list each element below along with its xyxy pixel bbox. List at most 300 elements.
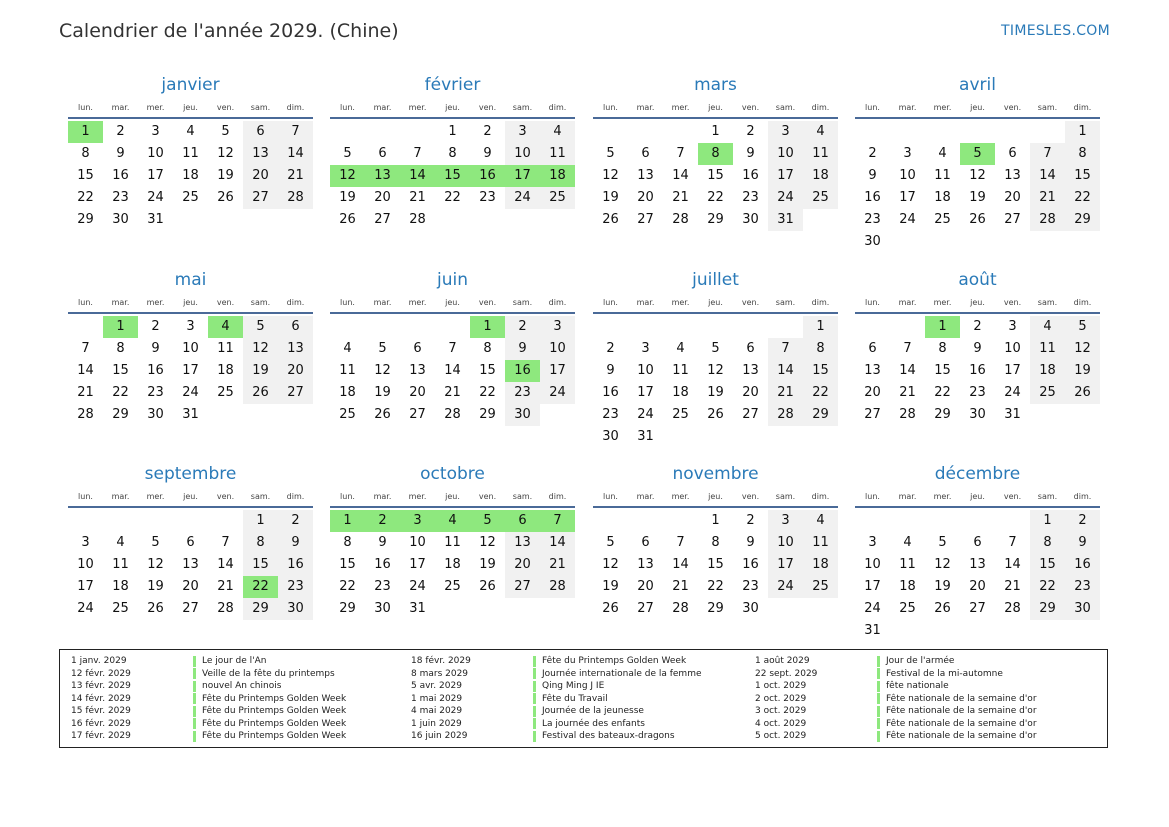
day-cell[interactable]: 25 xyxy=(112,601,129,616)
day-cell[interactable]: 11 xyxy=(444,535,461,550)
day-cell[interactable]: 7 xyxy=(221,535,230,550)
day-cell[interactable]: 4 xyxy=(1030,316,1065,338)
day-cell[interactable]: 6 xyxy=(378,146,387,161)
day-cell-holiday[interactable]: 13 xyxy=(365,165,400,187)
day-cell[interactable]: 12 xyxy=(243,338,278,360)
day-cell[interactable]: 8 xyxy=(1065,143,1100,165)
day-cell[interactable]: 14 xyxy=(672,168,689,183)
day-cell[interactable]: 5 xyxy=(151,535,160,550)
day-cell[interactable]: 21 xyxy=(540,554,575,576)
day-cell-holiday[interactable]: 17 xyxy=(505,165,540,187)
day-cell[interactable]: 19 xyxy=(374,385,391,400)
day-cell[interactable]: 1 xyxy=(711,513,720,528)
day-cell[interactable]: 14 xyxy=(899,363,916,378)
day-cell[interactable]: 17 xyxy=(77,579,94,594)
day-cell[interactable]: 15 xyxy=(1065,165,1100,187)
day-cell[interactable]: 2 xyxy=(973,319,982,334)
day-cell[interactable]: 17 xyxy=(182,363,199,378)
day-cell-holiday[interactable]: 12 xyxy=(330,165,365,187)
day-cell[interactable]: 17 xyxy=(768,165,803,187)
day-cell[interactable]: 18 xyxy=(444,557,461,572)
day-cell[interactable]: 12 xyxy=(602,168,619,183)
day-cell[interactable]: 11 xyxy=(112,557,129,572)
day-cell[interactable]: 10 xyxy=(1004,341,1021,356)
day-cell[interactable]: 4 xyxy=(803,121,838,143)
day-cell[interactable]: 19 xyxy=(602,190,619,205)
day-cell[interactable]: 11 xyxy=(803,143,838,165)
day-cell[interactable]: 3 xyxy=(186,319,195,334)
day-cell[interactable]: 14 xyxy=(1004,557,1021,572)
brand-logo[interactable]: TIMESLES.COM xyxy=(1001,23,1110,39)
day-cell[interactable]: 21 xyxy=(672,190,689,205)
day-cell[interactable]: 29 xyxy=(243,598,278,620)
day-cell[interactable]: 16 xyxy=(374,557,391,572)
day-cell-holiday[interactable]: 4 xyxy=(435,510,470,532)
day-cell[interactable]: 31 xyxy=(864,623,881,638)
day-cell[interactable]: 15 xyxy=(707,168,724,183)
day-cell[interactable]: 28 xyxy=(540,576,575,598)
day-cell[interactable]: 29 xyxy=(1030,598,1065,620)
day-cell[interactable]: 3 xyxy=(768,510,803,532)
day-cell[interactable]: 10 xyxy=(540,338,575,360)
day-cell[interactable]: 9 xyxy=(483,146,492,161)
day-cell[interactable]: 23 xyxy=(147,385,164,400)
day-cell[interactable]: 17 xyxy=(1004,363,1021,378)
day-cell[interactable]: 17 xyxy=(899,190,916,205)
day-cell[interactable]: 25 xyxy=(444,579,461,594)
day-cell[interactable]: 10 xyxy=(182,341,199,356)
day-cell[interactable]: 22 xyxy=(77,190,94,205)
day-cell[interactable]: 13 xyxy=(182,557,199,572)
day-cell[interactable]: 9 xyxy=(973,341,982,356)
day-cell[interactable]: 22 xyxy=(934,385,951,400)
day-cell[interactable]: 8 xyxy=(803,338,838,360)
day-cell[interactable]: 14 xyxy=(77,363,94,378)
day-cell[interactable]: 5 xyxy=(606,535,615,550)
day-cell[interactable]: 27 xyxy=(182,601,199,616)
day-cell[interactable]: 1 xyxy=(711,124,720,139)
day-cell[interactable]: 25 xyxy=(1030,382,1065,404)
day-cell[interactable]: 14 xyxy=(278,143,313,165)
day-cell[interactable]: 31 xyxy=(182,407,199,422)
day-cell[interactable]: 28 xyxy=(278,187,313,209)
day-cell[interactable]: 19 xyxy=(1065,360,1100,382)
day-cell[interactable]: 11 xyxy=(899,557,916,572)
day-cell[interactable]: 3 xyxy=(1008,319,1017,334)
day-cell[interactable]: 23 xyxy=(602,407,619,422)
day-cell[interactable]: 9 xyxy=(746,535,755,550)
day-cell[interactable]: 3 xyxy=(151,124,160,139)
day-cell[interactable]: 3 xyxy=(903,146,912,161)
day-cell[interactable]: 22 xyxy=(707,190,724,205)
day-cell[interactable]: 7 xyxy=(448,341,457,356)
day-cell[interactable]: 23 xyxy=(479,190,496,205)
day-cell[interactable]: 27 xyxy=(969,601,986,616)
day-cell[interactable]: 9 xyxy=(868,168,877,183)
day-cell[interactable]: 23 xyxy=(864,212,881,227)
day-cell[interactable]: 24 xyxy=(1004,385,1021,400)
day-cell[interactable]: 6 xyxy=(186,535,195,550)
day-cell[interactable]: 19 xyxy=(479,557,496,572)
day-cell[interactable]: 30 xyxy=(602,429,619,444)
day-cell[interactable]: 1 xyxy=(1065,121,1100,143)
day-cell[interactable]: 28 xyxy=(1004,601,1021,616)
day-cell[interactable]: 29 xyxy=(112,407,129,422)
day-cell-holiday[interactable]: 16 xyxy=(505,360,540,382)
day-cell[interactable]: 19 xyxy=(934,579,951,594)
day-cell[interactable]: 30 xyxy=(742,212,759,227)
day-cell[interactable]: 18 xyxy=(672,385,689,400)
day-cell-holiday[interactable]: 16 xyxy=(470,165,505,187)
day-cell-holiday[interactable]: 1 xyxy=(103,316,138,338)
day-cell[interactable]: 30 xyxy=(1065,598,1100,620)
day-cell[interactable]: 24 xyxy=(768,187,803,209)
day-cell[interactable]: 19 xyxy=(339,190,356,205)
day-cell[interactable]: 5 xyxy=(221,124,230,139)
day-cell[interactable]: 9 xyxy=(116,146,125,161)
day-cell-holiday[interactable]: 15 xyxy=(435,165,470,187)
day-cell[interactable]: 17 xyxy=(768,554,803,576)
day-cell[interactable]: 25 xyxy=(803,187,838,209)
day-cell[interactable]: 15 xyxy=(243,554,278,576)
day-cell[interactable]: 24 xyxy=(768,576,803,598)
day-cell[interactable]: 8 xyxy=(483,341,492,356)
day-cell[interactable]: 7 xyxy=(768,338,803,360)
day-cell[interactable]: 22 xyxy=(1030,576,1065,598)
day-cell[interactable]: 9 xyxy=(505,338,540,360)
day-cell[interactable]: 13 xyxy=(1004,168,1021,183)
day-cell[interactable]: 9 xyxy=(1065,532,1100,554)
day-cell[interactable]: 16 xyxy=(278,554,313,576)
day-cell[interactable]: 6 xyxy=(746,341,755,356)
day-cell[interactable]: 17 xyxy=(864,579,881,594)
day-cell[interactable]: 13 xyxy=(969,557,986,572)
day-cell[interactable]: 6 xyxy=(641,535,650,550)
day-cell[interactable]: 15 xyxy=(339,557,356,572)
day-cell[interactable]: 4 xyxy=(676,341,685,356)
day-cell[interactable]: 16 xyxy=(602,385,619,400)
day-cell[interactable]: 27 xyxy=(278,382,313,404)
day-cell[interactable]: 28 xyxy=(217,601,234,616)
day-cell[interactable]: 21 xyxy=(1030,187,1065,209)
day-cell-holiday[interactable]: 2 xyxy=(365,510,400,532)
day-cell[interactable]: 23 xyxy=(505,382,540,404)
day-cell-holiday[interactable]: 3 xyxy=(400,510,435,532)
day-cell[interactable]: 11 xyxy=(803,532,838,554)
day-cell[interactable]: 19 xyxy=(243,360,278,382)
day-cell[interactable]: 29 xyxy=(707,212,724,227)
day-cell[interactable]: 26 xyxy=(602,212,619,227)
day-cell[interactable]: 16 xyxy=(1065,554,1100,576)
day-cell[interactable]: 10 xyxy=(899,168,916,183)
day-cell[interactable]: 12 xyxy=(147,557,164,572)
day-cell[interactable]: 20 xyxy=(243,165,278,187)
day-cell[interactable]: 31 xyxy=(147,212,164,227)
day-cell[interactable]: 28 xyxy=(444,407,461,422)
day-cell[interactable]: 22 xyxy=(1065,187,1100,209)
day-cell[interactable]: 26 xyxy=(243,382,278,404)
day-cell[interactable]: 13 xyxy=(278,338,313,360)
day-cell[interactable]: 30 xyxy=(112,212,129,227)
day-cell[interactable]: 12 xyxy=(969,168,986,183)
day-cell[interactable]: 21 xyxy=(278,165,313,187)
day-cell[interactable]: 30 xyxy=(505,404,540,426)
day-cell[interactable]: 25 xyxy=(217,385,234,400)
day-cell[interactable]: 11 xyxy=(182,146,199,161)
day-cell[interactable]: 30 xyxy=(374,601,391,616)
day-cell[interactable]: 20 xyxy=(278,360,313,382)
day-cell[interactable]: 24 xyxy=(864,601,881,616)
day-cell[interactable]: 6 xyxy=(278,316,313,338)
day-cell[interactable]: 5 xyxy=(938,535,947,550)
day-cell[interactable]: 27 xyxy=(374,212,391,227)
day-cell[interactable]: 6 xyxy=(973,535,982,550)
day-cell[interactable]: 5 xyxy=(343,146,352,161)
day-cell[interactable]: 3 xyxy=(540,316,575,338)
day-cell[interactable]: 11 xyxy=(672,363,689,378)
day-cell[interactable]: 13 xyxy=(637,557,654,572)
day-cell[interactable]: 27 xyxy=(864,407,881,422)
day-cell[interactable]: 17 xyxy=(147,168,164,183)
day-cell[interactable]: 8 xyxy=(81,146,90,161)
day-cell[interactable]: 18 xyxy=(1030,360,1065,382)
day-cell[interactable]: 25 xyxy=(182,190,199,205)
day-cell[interactable]: 2 xyxy=(1065,510,1100,532)
day-cell-holiday[interactable]: 7 xyxy=(540,510,575,532)
day-cell[interactable]: 2 xyxy=(116,124,125,139)
day-cell[interactable]: 29 xyxy=(1065,209,1100,231)
day-cell[interactable]: 10 xyxy=(147,146,164,161)
day-cell[interactable]: 29 xyxy=(339,601,356,616)
day-cell[interactable]: 14 xyxy=(1030,165,1065,187)
day-cell[interactable]: 7 xyxy=(413,146,422,161)
day-cell[interactable]: 4 xyxy=(803,510,838,532)
day-cell[interactable]: 23 xyxy=(742,190,759,205)
day-cell-holiday[interactable]: 18 xyxy=(540,165,575,187)
day-cell[interactable]: 5 xyxy=(243,316,278,338)
day-cell-holiday[interactable]: 5 xyxy=(470,510,505,532)
day-cell[interactable]: 14 xyxy=(444,363,461,378)
day-cell-holiday[interactable]: 14 xyxy=(400,165,435,187)
day-cell[interactable]: 3 xyxy=(868,535,877,550)
day-cell[interactable]: 6 xyxy=(413,341,422,356)
day-cell[interactable]: 27 xyxy=(1004,212,1021,227)
day-cell[interactable]: 9 xyxy=(746,146,755,161)
day-cell[interactable]: 27 xyxy=(505,576,540,598)
day-cell[interactable]: 22 xyxy=(339,579,356,594)
day-cell[interactable]: 21 xyxy=(672,579,689,594)
day-cell[interactable]: 23 xyxy=(1065,576,1100,598)
day-cell[interactable]: 10 xyxy=(864,557,881,572)
day-cell[interactable]: 4 xyxy=(343,341,352,356)
day-cell[interactable]: 27 xyxy=(742,407,759,422)
day-cell[interactable]: 21 xyxy=(409,190,426,205)
day-cell[interactable]: 13 xyxy=(505,532,540,554)
day-cell[interactable]: 12 xyxy=(934,557,951,572)
day-cell[interactable]: 30 xyxy=(742,601,759,616)
day-cell[interactable]: 26 xyxy=(374,407,391,422)
day-cell[interactable]: 21 xyxy=(899,385,916,400)
day-cell[interactable]: 11 xyxy=(1030,338,1065,360)
day-cell[interactable]: 20 xyxy=(374,190,391,205)
day-cell[interactable]: 26 xyxy=(1065,382,1100,404)
day-cell-holiday[interactable]: 1 xyxy=(68,121,103,143)
day-cell[interactable]: 10 xyxy=(768,143,803,165)
day-cell[interactable]: 23 xyxy=(969,385,986,400)
day-cell[interactable]: 12 xyxy=(217,146,234,161)
day-cell[interactable]: 11 xyxy=(540,143,575,165)
day-cell[interactable]: 23 xyxy=(112,190,129,205)
day-cell[interactable]: 9 xyxy=(278,532,313,554)
day-cell-holiday[interactable]: 22 xyxy=(243,576,278,598)
day-cell[interactable]: 21 xyxy=(768,382,803,404)
day-cell[interactable]: 26 xyxy=(969,212,986,227)
day-cell[interactable]: 10 xyxy=(77,557,94,572)
day-cell[interactable]: 20 xyxy=(969,579,986,594)
day-cell[interactable]: 20 xyxy=(637,579,654,594)
day-cell[interactable]: 7 xyxy=(81,341,90,356)
day-cell[interactable]: 23 xyxy=(374,579,391,594)
day-cell[interactable]: 20 xyxy=(182,579,199,594)
day-cell[interactable]: 10 xyxy=(409,535,426,550)
day-cell[interactable]: 23 xyxy=(278,576,313,598)
day-cell[interactable]: 1 xyxy=(448,124,457,139)
day-cell[interactable]: 15 xyxy=(77,168,94,183)
day-cell[interactable]: 27 xyxy=(409,407,426,422)
day-cell[interactable]: 19 xyxy=(217,168,234,183)
day-cell[interactable]: 14 xyxy=(768,360,803,382)
day-cell[interactable]: 2 xyxy=(151,319,160,334)
day-cell[interactable]: 24 xyxy=(182,385,199,400)
day-cell[interactable]: 19 xyxy=(707,385,724,400)
day-cell[interactable]: 2 xyxy=(606,341,615,356)
day-cell[interactable]: 21 xyxy=(217,579,234,594)
day-cell[interactable]: 27 xyxy=(243,187,278,209)
day-cell[interactable]: 29 xyxy=(479,407,496,422)
day-cell[interactable]: 6 xyxy=(868,341,877,356)
day-cell[interactable]: 20 xyxy=(864,385,881,400)
day-cell[interactable]: 25 xyxy=(540,187,575,209)
day-cell-holiday[interactable]: 6 xyxy=(505,510,540,532)
day-cell[interactable]: 6 xyxy=(1008,146,1017,161)
day-cell[interactable]: 10 xyxy=(637,363,654,378)
day-cell[interactable]: 30 xyxy=(864,234,881,249)
day-cell[interactable]: 9 xyxy=(378,535,387,550)
day-cell[interactable]: 4 xyxy=(903,535,912,550)
day-cell[interactable]: 18 xyxy=(934,190,951,205)
day-cell[interactable]: 29 xyxy=(934,407,951,422)
day-cell[interactable]: 10 xyxy=(505,143,540,165)
day-cell[interactable]: 20 xyxy=(742,385,759,400)
day-cell-holiday[interactable]: 1 xyxy=(330,510,365,532)
day-cell[interactable]: 13 xyxy=(409,363,426,378)
day-cell-holiday[interactable]: 4 xyxy=(208,316,243,338)
day-cell[interactable]: 8 xyxy=(448,146,457,161)
day-cell[interactable]: 28 xyxy=(1030,209,1065,231)
day-cell[interactable]: 16 xyxy=(742,168,759,183)
day-cell[interactable]: 1 xyxy=(1030,510,1065,532)
day-cell[interactable]: 28 xyxy=(77,407,94,422)
day-cell[interactable]: 30 xyxy=(278,598,313,620)
day-cell[interactable]: 26 xyxy=(934,601,951,616)
day-cell[interactable]: 8 xyxy=(1030,532,1065,554)
day-cell[interactable]: 14 xyxy=(672,557,689,572)
day-cell[interactable]: 16 xyxy=(969,363,986,378)
day-cell[interactable]: 26 xyxy=(147,601,164,616)
day-cell[interactable]: 17 xyxy=(540,360,575,382)
day-cell[interactable]: 30 xyxy=(969,407,986,422)
day-cell[interactable]: 26 xyxy=(479,579,496,594)
day-cell[interactable]: 12 xyxy=(602,557,619,572)
day-cell[interactable]: 13 xyxy=(742,363,759,378)
day-cell[interactable]: 24 xyxy=(409,579,426,594)
day-cell[interactable]: 20 xyxy=(1004,190,1021,205)
day-cell[interactable]: 30 xyxy=(147,407,164,422)
day-cell[interactable]: 5 xyxy=(1065,316,1100,338)
day-cell[interactable]: 5 xyxy=(711,341,720,356)
day-cell[interactable]: 24 xyxy=(637,407,654,422)
day-cell[interactable]: 20 xyxy=(637,190,654,205)
day-cell[interactable]: 6 xyxy=(641,146,650,161)
day-cell[interactable]: 15 xyxy=(112,363,129,378)
day-cell[interactable]: 18 xyxy=(803,554,838,576)
day-cell[interactable]: 1 xyxy=(803,316,838,338)
day-cell[interactable]: 9 xyxy=(606,363,615,378)
day-cell[interactable]: 18 xyxy=(182,168,199,183)
day-cell[interactable]: 13 xyxy=(243,143,278,165)
day-cell[interactable]: 28 xyxy=(768,404,803,426)
day-cell[interactable]: 12 xyxy=(707,363,724,378)
day-cell[interactable]: 15 xyxy=(707,557,724,572)
day-cell[interactable]: 9 xyxy=(151,341,160,356)
day-cell[interactable]: 3 xyxy=(81,535,90,550)
day-cell[interactable]: 12 xyxy=(374,363,391,378)
day-cell[interactable]: 20 xyxy=(505,554,540,576)
day-cell[interactable]: 13 xyxy=(637,168,654,183)
day-cell[interactable]: 25 xyxy=(339,407,356,422)
day-cell[interactable]: 15 xyxy=(803,360,838,382)
day-cell[interactable]: 11 xyxy=(934,168,951,183)
day-cell[interactable]: 18 xyxy=(339,385,356,400)
day-cell[interactable]: 16 xyxy=(112,168,129,183)
day-cell[interactable]: 16 xyxy=(147,363,164,378)
day-cell[interactable]: 8 xyxy=(343,535,352,550)
day-cell[interactable]: 15 xyxy=(479,363,496,378)
day-cell[interactable]: 8 xyxy=(938,341,947,356)
day-cell[interactable]: 26 xyxy=(339,212,356,227)
day-cell[interactable]: 28 xyxy=(672,212,689,227)
day-cell[interactable]: 3 xyxy=(768,121,803,143)
day-cell[interactable]: 26 xyxy=(602,601,619,616)
day-cell[interactable]: 25 xyxy=(934,212,951,227)
day-cell[interactable]: 18 xyxy=(803,165,838,187)
day-cell[interactable]: 17 xyxy=(409,557,426,572)
day-cell[interactable]: 12 xyxy=(1065,338,1100,360)
day-cell[interactable]: 7 xyxy=(903,341,912,356)
day-cell[interactable]: 26 xyxy=(707,407,724,422)
day-cell[interactable]: 27 xyxy=(637,601,654,616)
day-cell[interactable]: 2 xyxy=(483,124,492,139)
day-cell[interactable]: 3 xyxy=(641,341,650,356)
day-cell[interactable]: 28 xyxy=(409,212,426,227)
day-cell[interactable]: 25 xyxy=(899,601,916,616)
day-cell[interactable]: 31 xyxy=(409,601,426,616)
day-cell[interactable]: 22 xyxy=(803,382,838,404)
day-cell[interactable]: 19 xyxy=(147,579,164,594)
day-cell[interactable]: 5 xyxy=(606,146,615,161)
day-cell[interactable]: 21 xyxy=(1004,579,1021,594)
day-cell[interactable]: 18 xyxy=(217,363,234,378)
